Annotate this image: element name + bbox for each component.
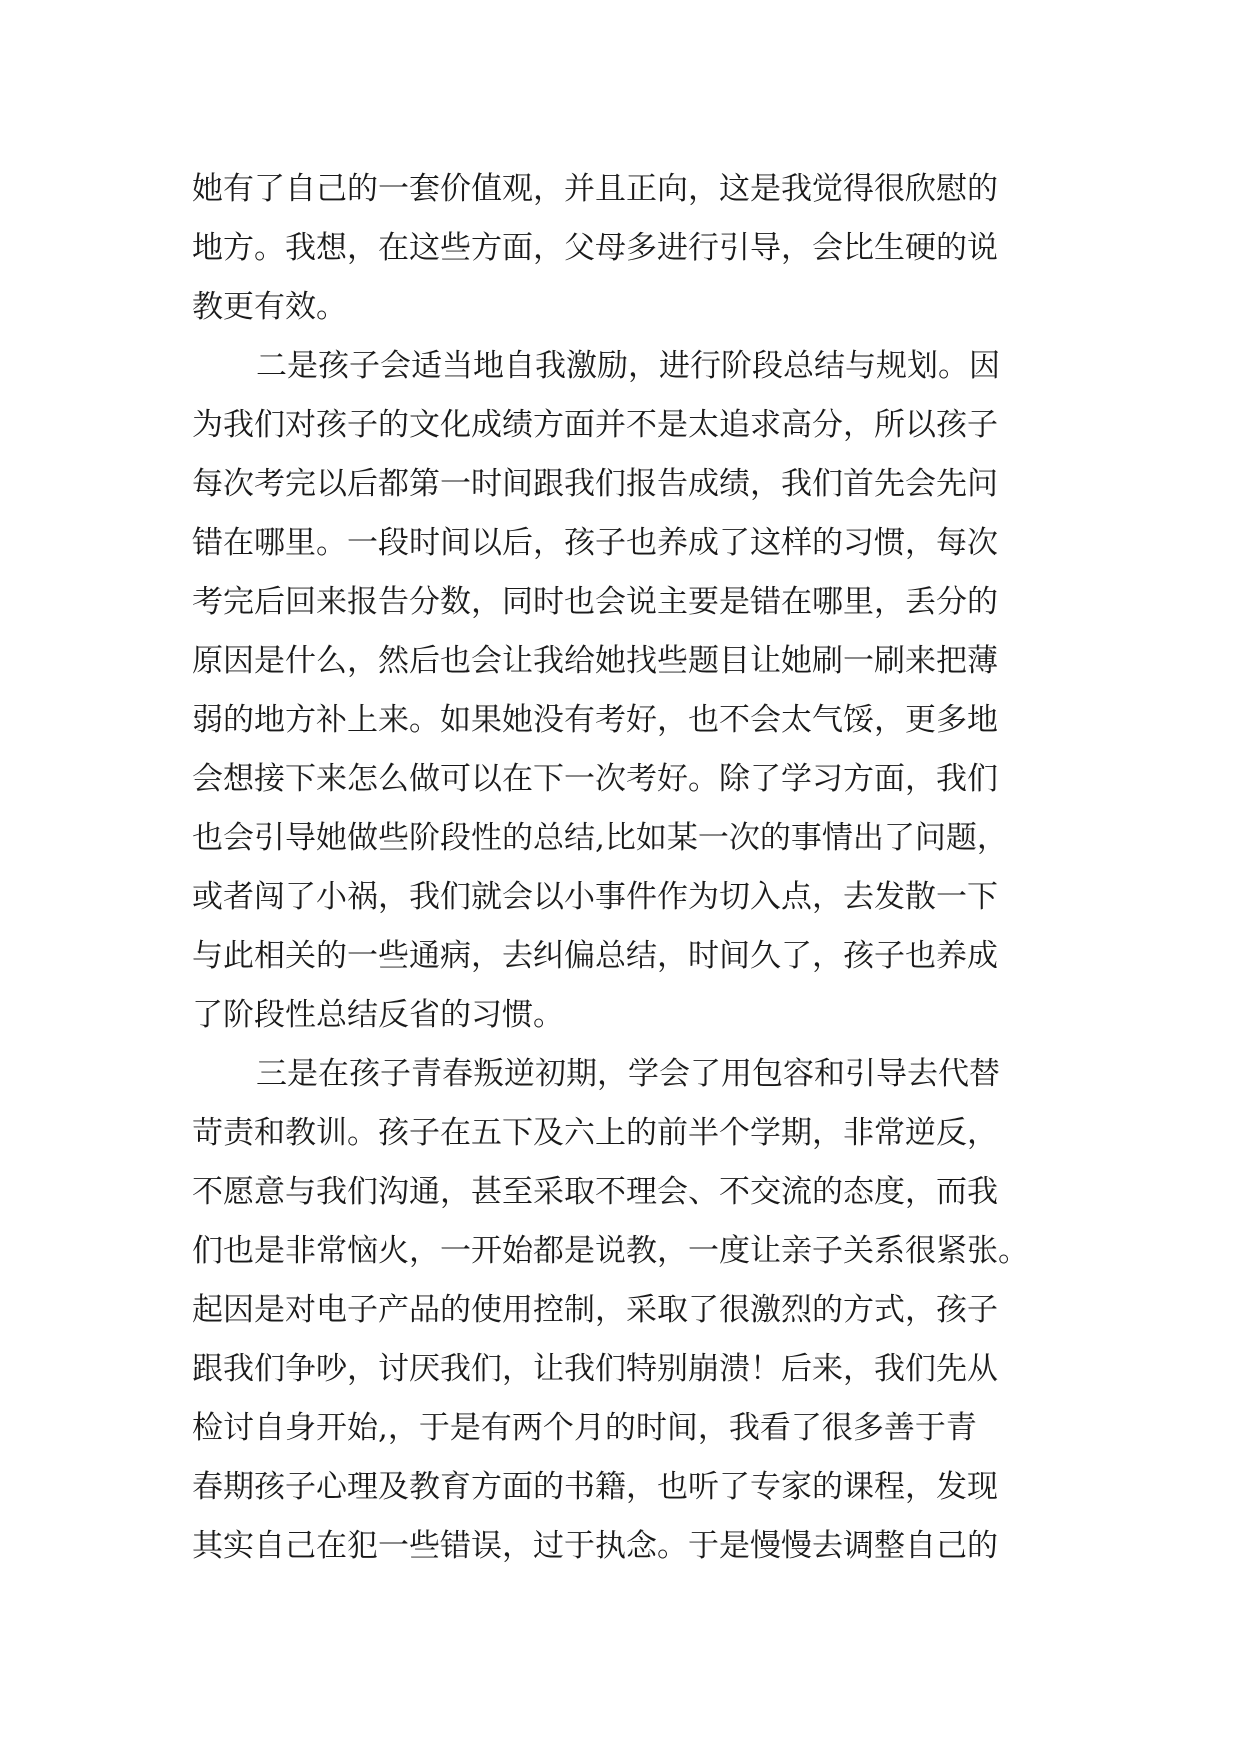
text-line: 其实自己在犯一些错误，过于执念。于是慢慢去调整自己的 — [192, 1528, 998, 1564]
text-line: 跟我们争吵，讨厌我们，让我们特别崩溃！后来，我们先从 — [192, 1351, 998, 1387]
text-line: 错在哪里。一段时间以后，孩子也养成了这样的习惯，每次 — [192, 525, 998, 561]
text-line: 或者闯了小祸，我们就会以小事件作为切入点，去发散一下 — [192, 879, 998, 915]
text-line: 起因是对电子产品的使用控制，采取了很激烈的方式，孩子 — [192, 1292, 998, 1328]
body-text — [192, 160, 1072, 1576]
text-line: 苛责和教训。孩子在五下及六上的前半个学期，非常逆反， — [192, 1115, 998, 1151]
text-line: 地方。我想，在这些方面，父母多进行引导，会比生硬的说 — [192, 230, 998, 266]
text-line: 为我们对孩子的文化成绩方面并不是太追求高分，所以孩子 — [192, 407, 998, 443]
text-line: 会想接下来怎么做可以在下一次考好。除了学习方面，我们 — [192, 761, 998, 797]
text-line: 检讨自身开始,，于是有两个月的时间，我看了很多善于青 — [192, 1410, 977, 1446]
text-line: 不愿意与我们沟通，甚至采取不理会、不交流的态度，而我 — [192, 1174, 998, 1210]
text-line: 教更有效。 — [192, 289, 347, 325]
text-line: 弱的地方补上来。如果她没有考好，也不会太气馁，更多地 — [192, 702, 998, 738]
text-line: 每次考完以后都第一时间跟我们报告成绩，我们首先会先问 — [192, 466, 998, 502]
text-line: 与此相关的一些通病，去纠偏总结，时间久了，孩子也养成 — [192, 938, 998, 974]
text-line: 了阶段性总结反省的习惯。 — [192, 997, 564, 1033]
text-line: 也会引导她做些阶段性的总结,比如某一次的事情出了问题， — [192, 820, 1008, 856]
text-line: 春期孩子心理及教育方面的书籍，也听了专家的课程，发现 — [192, 1469, 998, 1505]
paragraph-start-line: 三是在孩子青春叛逆初期，学会了用包容和引导去代替 — [256, 1056, 1000, 1092]
text-line: 她有了自己的一套价值观，并且正向，这是我觉得很欣慰的 — [192, 171, 998, 207]
text-line: 原因是什么，然后也会让我给她找些题目让她刷一刷来把薄 — [192, 643, 998, 679]
paragraph-start-line: 二是孩子会适当地自我激励，进行阶段总结与规划。因 — [256, 348, 1000, 384]
text-line: 考完后回来报告分数，同时也会说主要是错在哪里，丢分的 — [192, 584, 998, 620]
text-line: 们也是非常恼火，一开始都是说教，一度让亲子关系很紧张。 — [192, 1233, 1029, 1269]
